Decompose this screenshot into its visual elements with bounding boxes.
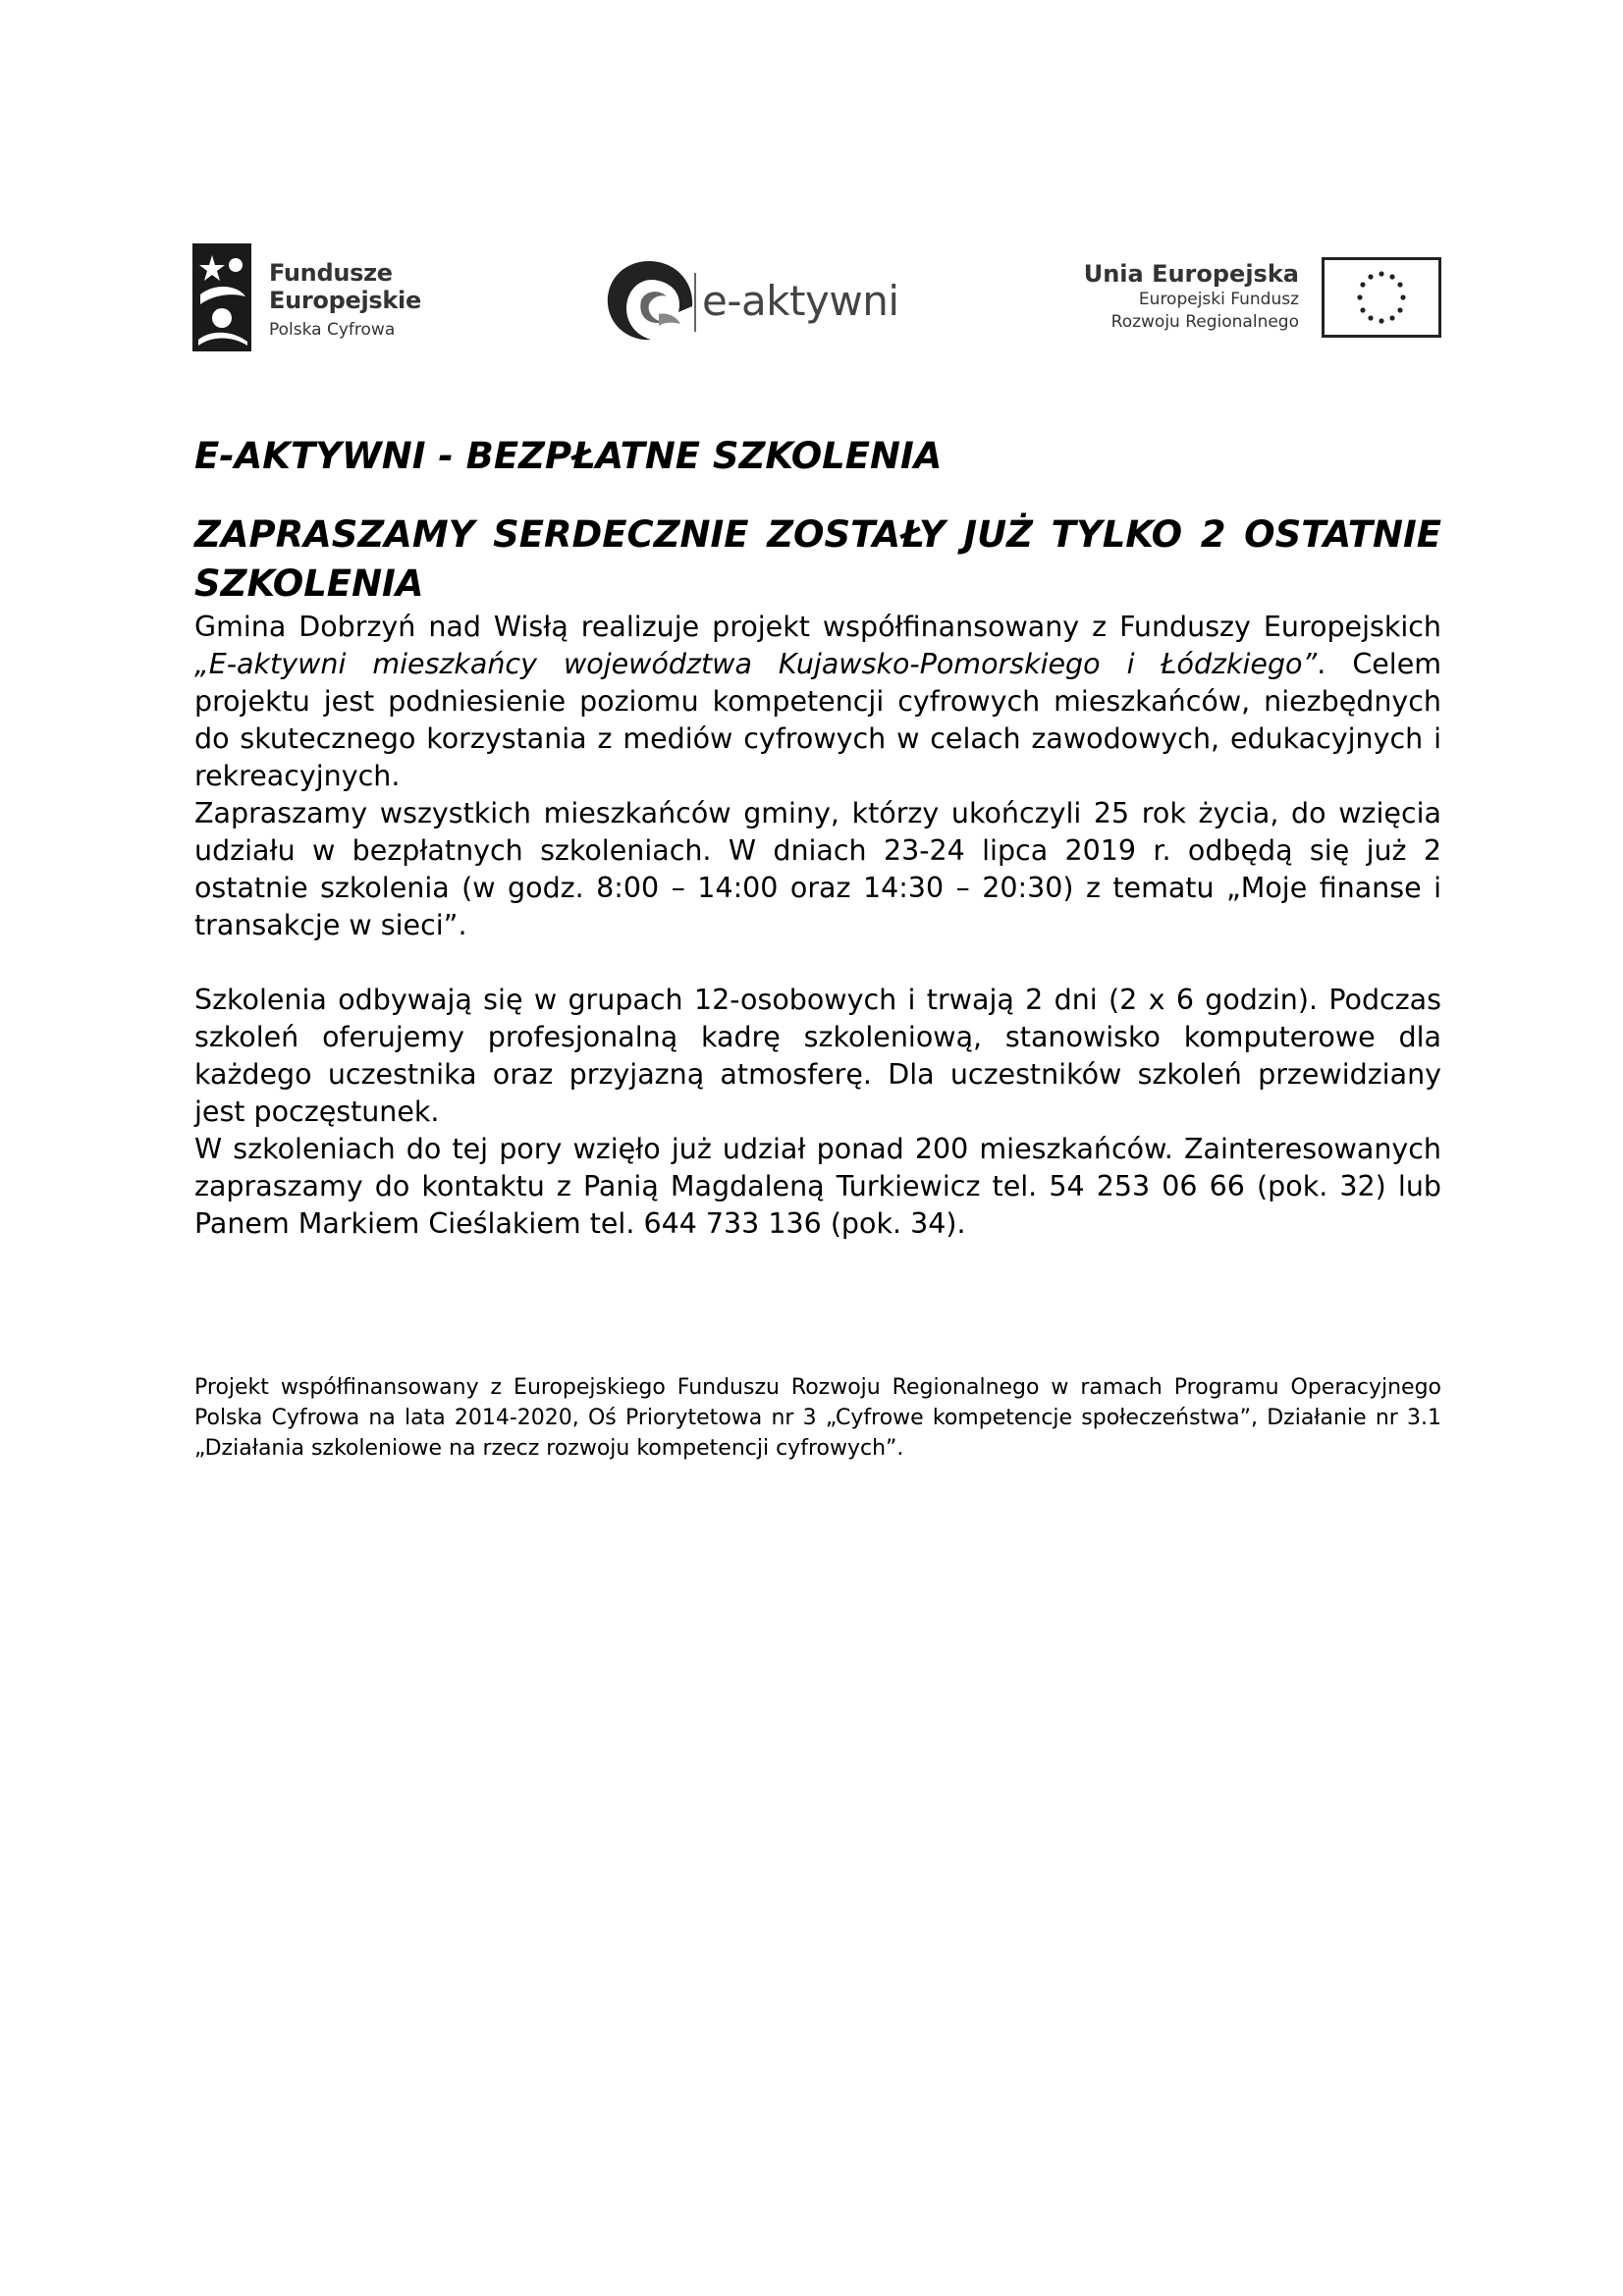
paragraph-groups: Szkolenia odbywają się w grupach 12-osobowych i trwają 2 dni (2 x 6 godzin). Podczas szkoleń oferujemy profesjonalną kadrę szkoleniową, stanowisko komputerowe dla każdego uczestnika oraz przyjazną atmosferę. Dla uczestników szkoleń przewidziany jest poczęstunek. xyxy=(194,984,1441,1128)
intro-start: Gmina Dobrzyń nad Wisłą realizuje projekt współfinansowany z Funduszy Europejskich xyxy=(194,611,1441,643)
fundusze-line2: Europejskie xyxy=(269,287,421,314)
document-body xyxy=(194,432,1441,1243)
page-title: E-AKTYWNI - BEZPŁATNE SZKOLENIA xyxy=(194,435,943,477)
fundusze-europejskie-logo xyxy=(192,243,438,351)
eu-flag-icon xyxy=(1322,257,1441,338)
body-text xyxy=(194,609,1441,1243)
funding-footer: Projekt współfinansowany z Europejskiego Funduszu Rozwoju Regionalnego w ramach Programu Operacyjnego Polska Cyfrowa na lata 2014-2020, Oś Priorytetowa nr 3 „Cyfrowe kompetencje społeczeństwa”, Działanie nr 3.1 „Działania szkoleniowe na rzecz rozwoju kompetencji cyfrowych”. xyxy=(194,1375,1441,1461)
fundusze-line3: Polska Cyfrowa xyxy=(269,320,396,340)
intro-end: . Celem projektu jest podniesienie poziomu kompetencji cyfrowych mieszkańców, niezbędnych do skutecznego korzystania z mediów cyfrowych w celach zawodowych, edukacyjnych i rekreacyjnych. xyxy=(194,648,1441,792)
logo-bar xyxy=(0,0,1623,393)
paragraph-invitation: Zapraszamy wszystkich mieszkańców gminy, którzy ukończyli 25 rok życia, do wzięcia udziału w bezpłatnych szkoleniach. W dniach 23-24 lipca 2019 r. odbędą się już 2 ostatnie szkolenia (w godz. 8:00 – 14:00 oraz 14:30 – 20:30) z tematu „Moje finanse i transakcje w sieci”. xyxy=(194,797,1441,941)
ue-line2: Europejski Fundusz xyxy=(1138,290,1299,309)
unia-europejska-logo xyxy=(1083,257,1443,346)
divider-icon xyxy=(692,273,698,332)
page-subtitle: ZAPRASZAMY SERDECZNIE ZOSTAŁY JUŻ TYLKO 2 OSTATNIE SZKOLENIA xyxy=(194,513,1441,605)
project-name: „E-aktywni mieszkańcy województwa Kujawsko-Pomorskiego i Łódzkiego” xyxy=(194,648,1318,680)
paragraph-contact: W szkoleniach do tej pory wzięło już udział ponad 200 mieszkańców. Zainteresowanych zapraszamy do kontaktu z Panią Magdaleną Turkiewicz tel. 54 253 06 66 (pok. 32) lub Panem Markiem Cieślakiem tel. 644 733 136 (pok. 34). xyxy=(194,1133,1441,1240)
ue-line1: Unia Europejska xyxy=(1083,260,1299,288)
paragraph-gap xyxy=(194,944,1441,982)
fundusze-europejskie-icon xyxy=(192,243,251,351)
e-aktywni-text: e-aktywni xyxy=(702,277,899,325)
e-aktywni-logo xyxy=(602,257,926,346)
fundusze-line1: Fundusze xyxy=(269,259,393,287)
e-aktywni-swirl-icon xyxy=(602,257,700,346)
paragraph-intro xyxy=(194,609,1441,795)
ue-line3: Rozwoju Regionalnego xyxy=(1110,312,1299,332)
